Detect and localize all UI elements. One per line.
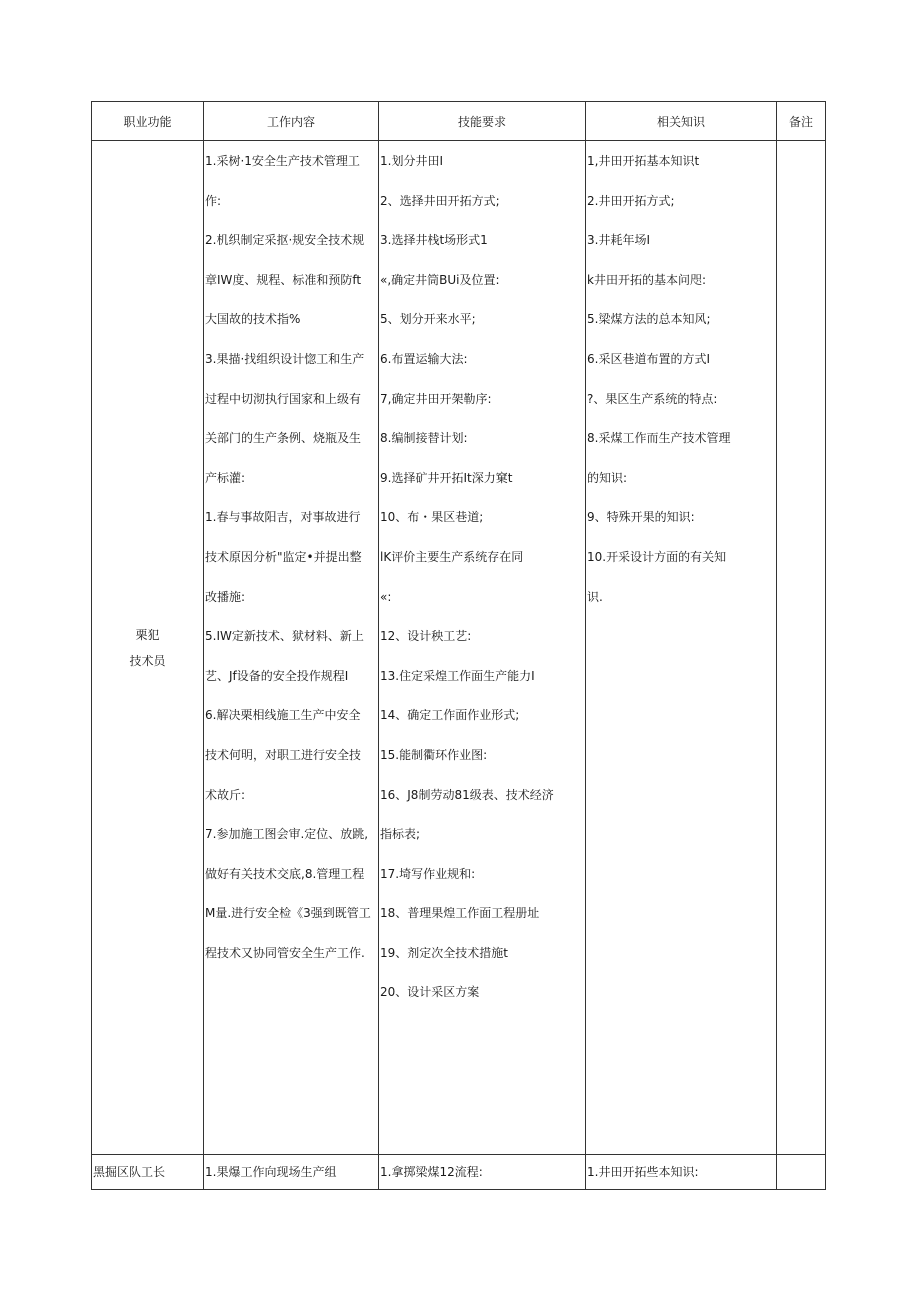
knowledge-cell <box>586 141 777 1155</box>
skills-line: 18、普理果煌工作面工程册址 <box>380 906 540 921</box>
skills-text: 1.拿掷梁煤12流程: <box>380 1165 483 1179</box>
skills-line: 2、选择井田开拓方式; <box>380 193 500 208</box>
knowledge-line: 6.采区巷道布置的方式I <box>587 351 710 366</box>
content-line: 3.果描·找组织设计惚工和生产 <box>205 351 365 366</box>
knowledge-line: 10.开采设计方面的有关知 <box>587 549 727 564</box>
knowledge-line: k井田开拓的基本问咫: <box>587 272 706 287</box>
content-cell <box>204 1155 379 1190</box>
content-line: 7.参加施工图会审.定位、放跳, <box>205 827 369 842</box>
knowledge-cell <box>586 1155 777 1190</box>
table-row <box>92 141 826 1155</box>
content-cell <box>204 141 379 1155</box>
content-line: 1.采树·1安全生产技术管理工 <box>205 154 360 168</box>
knowledge-line: 识. <box>587 589 603 604</box>
job-skills-table <box>91 101 826 1190</box>
skills-line: 1.划分井田I <box>380 154 443 168</box>
knowledge-line: 3.井耗年场I <box>587 233 650 248</box>
skills-line: 17.埼写作业规和: <box>380 866 476 881</box>
content-line: 艺、Jf设备的安全投作规程I <box>205 668 349 683</box>
knowledge-line: 1,井田开拓基本知识t <box>587 154 700 168</box>
role-cell <box>92 141 204 1155</box>
knowledge-text: 1.井田开拓些本知识: <box>587 1165 699 1179</box>
content-line: 技术何明，对职工进行安全技 <box>205 747 362 762</box>
content-line: 5.IW定新技术、狱材料、新上 <box>205 629 364 644</box>
table-header-row <box>92 102 826 141</box>
skills-line: 指标表; <box>380 827 421 842</box>
skills-line: 20、设计采区方案 <box>380 985 480 1000</box>
role-text: 黑掘区队工长 <box>93 1165 166 1179</box>
knowledge-line: 9、特殊开果的知识: <box>587 510 695 525</box>
content-line: 2.机织制定采抠·规安全技术规 <box>205 233 365 248</box>
skills-line: 14、确定工作面作业形式; <box>380 708 520 723</box>
content-line: 1.春与事故阳吉，对事故进行 <box>205 510 361 525</box>
content-line: 做好有关技术交底,8.管理工程 <box>205 866 365 881</box>
knowledge-line: 5.梁煤方法的总本知风; <box>587 312 711 327</box>
notes-cell <box>777 141 826 1155</box>
notes-cell <box>777 1155 826 1190</box>
skills-cell <box>379 141 586 1155</box>
skills-line: 8.编制接替计划: <box>380 431 468 446</box>
content-line: 技术原因分析"监定•并提出整 <box>205 549 362 564</box>
content-line: 改播施: <box>205 589 246 604</box>
table-row <box>92 1155 826 1190</box>
knowledge-line: 2.井田开拓方式; <box>587 193 675 208</box>
skills-line: 19、剂定次全技术措施t <box>380 945 508 960</box>
header-function: 职业功能 <box>92 102 204 141</box>
skills-line: 3.选择井栈t场形式1 <box>380 233 488 248</box>
skills-line: 9.选择矿井开拓It深力窠t <box>380 470 513 485</box>
skills-line: 5、划分开来水平; <box>380 312 476 327</box>
skills-cell <box>379 1155 586 1190</box>
skills-line: 15.能制衢环作业图: <box>380 747 488 762</box>
content-line: 过程中切沏执行国家和上级有 <box>205 391 362 406</box>
content-line: 程技术又协同管安全生产工作. <box>205 945 365 960</box>
skills-line: 7,确定井田开架勒序: <box>380 391 492 406</box>
content-lines <box>204 141 378 982</box>
role-line-2: 技术员 <box>129 653 166 668</box>
role-cell <box>92 1155 204 1190</box>
skills-line: lK评价主要生产系统存在同 <box>380 549 524 564</box>
skills-line: 10、布・果区巷道; <box>380 510 484 525</box>
header-content: 工作内容 <box>204 102 379 141</box>
skills-line: 16、J8制劳动81级表、技术经济 <box>380 787 554 802</box>
skills-lines <box>379 141 585 1022</box>
content-text: 1.果爆工作向现场生产组 <box>205 1165 337 1179</box>
content-line: 章IW度、规程、标准和预防ft <box>205 272 362 287</box>
skills-line: «: <box>380 589 392 604</box>
knowledge-lines <box>586 141 776 626</box>
knowledge-line: 8.采煤工作而生产技术管理 <box>587 431 731 446</box>
content-line: 6.解决栗相线施工生产中安全 <box>205 708 361 723</box>
header-notes: 备注 <box>777 102 826 141</box>
knowledge-line: ?、果区生产系统的特点: <box>587 391 718 406</box>
content-line: 关部门的生产条例、烧瓶及生 <box>205 431 362 446</box>
skills-line: 6.布置运输大法: <box>380 351 468 366</box>
header-skills: 技能要求 <box>379 102 586 141</box>
content-line: 产标灌: <box>205 470 246 485</box>
content-line: 作: <box>205 193 222 208</box>
skills-line: 13.住定采煌工作面生产能力I <box>380 668 535 683</box>
skills-line: «,确定井筒BUi及位置: <box>380 272 500 287</box>
content-line: 术故斤: <box>205 787 246 802</box>
content-line: 大国故的技术指% <box>205 312 301 327</box>
header-knowledge: 相关知识 <box>586 102 777 141</box>
skills-line: 12、设计秧工艺: <box>380 629 472 644</box>
knowledge-line: 的知识: <box>587 470 628 485</box>
role-line-1: 栗犯 <box>135 627 160 642</box>
content-line: M量.进行安全检《3强到既管工 <box>205 906 371 921</box>
